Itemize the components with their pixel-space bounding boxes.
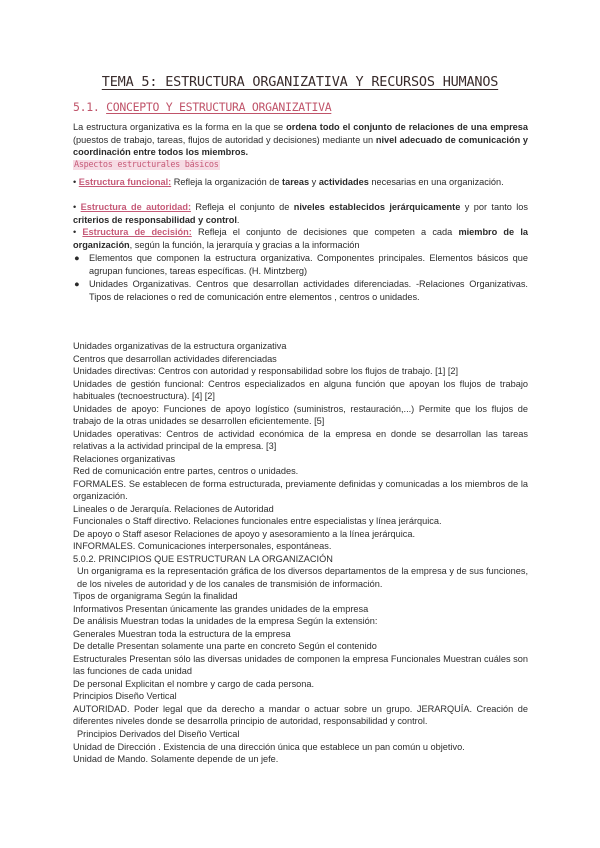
list-item <box>73 201 528 226</box>
text-line: Unidad de Dirección . Existencia de una dirección única que establece un pan común u objetivo. <box>73 741 465 752</box>
term-label: Estructura funcional: <box>78 177 172 187</box>
term-label: Estructura de decisión: <box>82 227 192 237</box>
body-text <box>73 340 528 766</box>
text-line: Estructurales Presentan sólo las diversas unidades de componen la empresa Funcionales Muestran cuáles son las funciones de cada unidad <box>73 653 528 677</box>
text-line: AUTORIDAD. Poder legal que da derecho a mandar o actuar sobre un grupo. JERARQUÍA. Creación de diferentes niveles donde se desarrolla principio de autoridad, responsabilidad y control. <box>73 703 528 727</box>
item-bold: niveles establecidos jerárquicamente <box>293 202 461 212</box>
text-line: De detalle Presentan solamente una parte en concreto Según el contenido <box>73 641 377 652</box>
text-line: FORMALES. Se establecen de forma estructurada, previamente definidas y comunicadas a los miembros de la organización. <box>73 478 528 502</box>
term-label: Estructura de autoridad: <box>80 202 192 212</box>
text-line: De apoyo o Staff asesor Relaciones de apoyo y asesoramiento a la línea jerárquica. <box>73 528 416 539</box>
text-line: Centros que desarrollan actividades diferenciadas <box>73 353 277 364</box>
text-line: INFORMALES. Comunicaciones interpersonales, espontáneas. <box>73 541 332 552</box>
bullet-icon: • <box>73 177 77 187</box>
item-text: y por tanto los <box>460 202 528 212</box>
section-number: 5.1. <box>73 100 107 114</box>
item-bold: tareas <box>282 177 310 187</box>
text-line: Unidades de gestión funcional: Centros especializados en alguna función que apoyan los flujos de trabajo habituales (tecnoestructura). [4] [2] <box>73 378 528 402</box>
bullet-dot-icon: ● <box>74 279 80 289</box>
text-line: Unidades operativas: Centros de actividad económica de la empresa en donde se desarrollan las tareas relativas a la actividad principal de la empresa. [3] <box>73 428 528 452</box>
bullet-icon: • <box>73 227 77 237</box>
item-bold: actividades <box>318 177 369 187</box>
text-line: Generales Muestran toda la estructura de la empresa <box>73 628 291 639</box>
text-line: Tipos de organigrama Según la finalidad <box>73 591 238 602</box>
text-line: Unidad de Mando. Solamente depende de un jefe. <box>73 754 279 765</box>
intro-bold: nivel adecuado de comunicación y coordinación entre todos los miembros. <box>73 134 529 157</box>
bullet-icon: • <box>73 202 77 212</box>
item-bold: miembro de la organización <box>73 227 528 250</box>
section-title: CONCEPTO Y ESTRUCTURA ORGANIZATIVA <box>106 100 332 114</box>
text-line: Lineales o de Jerarquía. Relaciones de Autoridad <box>73 503 274 514</box>
sub-list-item <box>74 252 528 277</box>
text-line: Red de comunicación entre partes, centros o unidades. <box>73 466 299 477</box>
item-text: Refleja el conjunto de decisiones que competen a cada <box>191 227 459 237</box>
item-text: Refleja el conjunto de <box>191 202 294 212</box>
text-line: Principios Derivados del Diseño Vertical <box>77 728 240 739</box>
sub-item-text: Unidades Organizativas. Centros que desarrollan actividades diferenciadas. -Relaciones Organizativas. Tipos de relaciones o red de comunicación entre elementos , centros o unidades. <box>89 279 528 302</box>
item-text: necesarias en una organización. <box>368 177 504 187</box>
highlighted-subheading: Aspectos estructurales básicos <box>74 160 219 170</box>
list-item <box>73 226 528 251</box>
intro-text: (puestos de trabajo, tareas, flujos de autoridad y decisiones) mediante un <box>73 134 376 145</box>
text-line: Funcionales o Staff directivo. Relaciones funcionales entre especialistas y línea jerárquica. <box>73 516 442 527</box>
list-item <box>73 176 528 189</box>
intro-paragraph <box>73 121 528 159</box>
text-line: Principios Diseño Vertical <box>73 691 177 702</box>
intro-text: La estructura organizativa es la forma en la que se <box>73 122 287 132</box>
item-text: y <box>309 177 319 187</box>
item-bold: criterios de responsabilidad y control <box>73 214 237 225</box>
item-text: Refleja la organización de <box>171 177 283 187</box>
sub-item-text: Elementos que componen la estructura organizativa. Componentes principales. Elementos básicos que agrupan funciones, tareas específicas. (H. Mintzberg) <box>89 253 528 276</box>
sub-list-item <box>74 278 528 303</box>
text-line: 5.0.2. PRINCIPIOS QUE ESTRUCTURAN LA ORGANIZACIÓN <box>73 553 333 564</box>
text-line: Unidades de apoyo: Funciones de apoyo logístico (suministros, restauración,...) Permite que los flujos de trabajo de la otras unidades se desarrollen eficientemente. [5] <box>73 403 528 427</box>
item-text: . <box>236 214 240 225</box>
item-text: , según la función, la jerarquía y gracias a la información <box>129 239 360 250</box>
section-heading <box>73 100 331 114</box>
intro-bold: ordena todo el conjunto de relaciones de una empresa <box>286 122 528 132</box>
text-line: Unidades directivas: Centros con autoridad y responsabilidad sobre los flujos de trabajo. [1] [2] <box>73 366 459 377</box>
text-line: Unidades organizativas de la estructura organizativa <box>73 341 287 351</box>
text-line: Informativos Presentan únicamente las grandes unidades de la empresa <box>73 603 369 614</box>
bullet-dot-icon: ● <box>74 253 80 263</box>
text-line: Un organigrama es la representación gráfica de los diversos departamentos de la empresa y de sus funciones, de los niveles de autoridad y de los canales de transmisión de información. <box>77 566 528 589</box>
text-line: Relaciones organizativas <box>73 453 176 464</box>
text-line: De análisis Muestran todas la unidades de la empresa Según la extensión: <box>73 616 378 627</box>
page-title: TEMA 5: ESTRUCTURA ORGANIZATIVA Y RECURSOS HUMANOS <box>101 74 499 90</box>
text-line: De personal Explicitan el nombre y cargo de cada persona. <box>73 678 315 689</box>
